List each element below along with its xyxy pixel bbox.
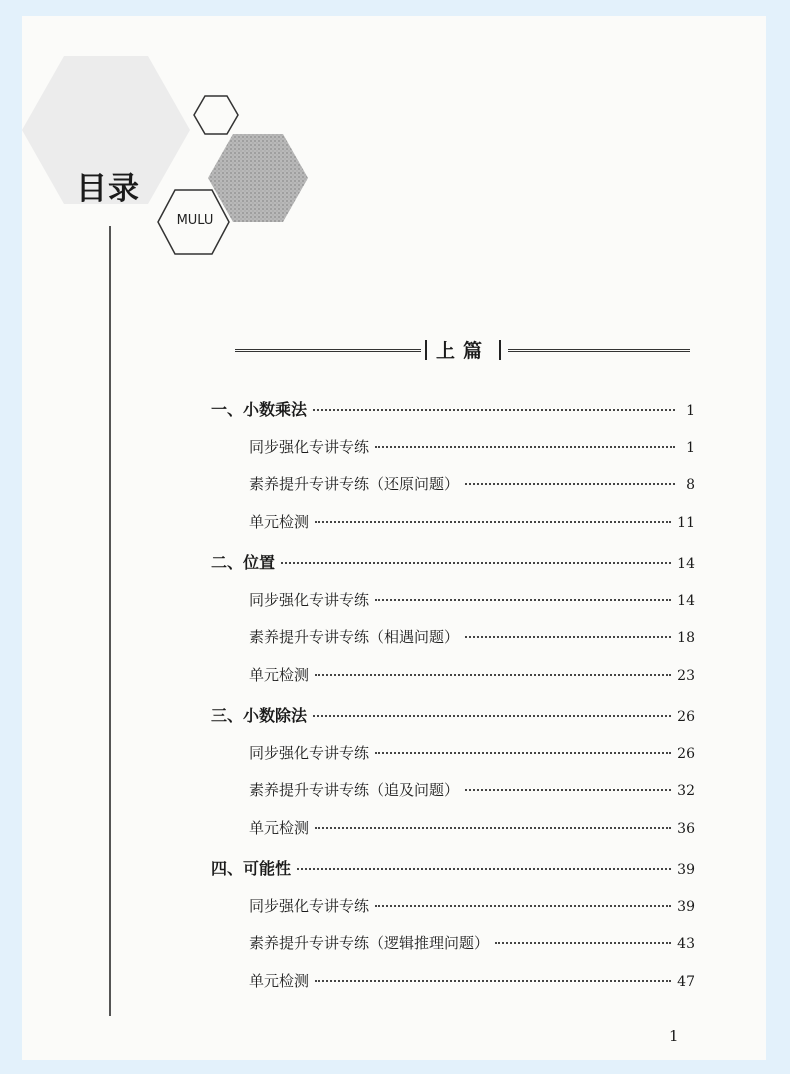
toc-entry-title: 同步强化专讲专练 [249, 744, 370, 762]
part-rule-right [508, 349, 690, 352]
toc-entry-title: 单元检测 [249, 972, 310, 990]
dot-leader [297, 868, 671, 870]
toc-section-entry [249, 664, 695, 688]
part-label: 上篇 [435, 340, 490, 362]
toc-entry-title: 二、位置 [211, 553, 276, 572]
toc-entry-page: 1 [686, 403, 695, 419]
toc-entry-page: 43 [677, 936, 695, 952]
toc-section-entry [249, 473, 695, 497]
toc-section-entry [249, 895, 695, 919]
toc-entry-title: 单元检测 [249, 666, 310, 684]
dot-leader [281, 562, 671, 564]
toc-entry-title: 同步强化专讲专练 [249, 438, 370, 456]
vertical-rule [109, 226, 111, 1016]
dot-leader [465, 789, 671, 791]
part-rule-left [235, 349, 421, 352]
toc-entry-title: 单元检测 [249, 513, 310, 531]
part-bar-left [425, 340, 427, 360]
toc-chapter-entry [211, 550, 695, 574]
toc-chapter-entry [211, 856, 695, 880]
dot-leader [375, 905, 671, 907]
part-bar-right [499, 340, 501, 360]
dot-leader [315, 827, 671, 829]
toc-entry-title: 三、小数除法 [211, 706, 308, 725]
dot-leader [375, 446, 675, 448]
dot-leader [313, 409, 675, 411]
toc-entry-title: 四、可能性 [211, 859, 292, 878]
toc-entry-title: 同步强化专讲专练 [249, 897, 370, 915]
toc-section-entry [249, 932, 695, 956]
dotted-hexagon [208, 134, 308, 222]
toc-entry-page: 36 [677, 821, 695, 837]
hexagon-decoration [22, 16, 312, 286]
dot-leader [315, 674, 671, 676]
toc-entry-page: 26 [677, 746, 695, 762]
dot-leader [315, 521, 671, 523]
toc-entry-title: 素养提升专讲专练（还原问题） [249, 475, 460, 493]
page-title: 目录 [76, 171, 140, 207]
toc-section-entry [249, 589, 695, 613]
toc-chapter-entry [211, 397, 695, 421]
toc-section-entry [249, 436, 695, 460]
toc-entry-page: 47 [677, 974, 695, 990]
page-subtitle: MULU [176, 213, 214, 228]
toc-section-entry [249, 742, 695, 766]
toc-entry-title: 素养提升专讲专练（逻辑推理问题） [249, 934, 490, 952]
document-page [22, 16, 766, 1060]
toc-entry-page: 23 [677, 668, 695, 684]
dot-leader [465, 636, 671, 638]
toc-entry-page: 32 [677, 783, 695, 799]
toc-entry-page: 26 [677, 709, 695, 725]
toc-entry-page: 39 [677, 899, 695, 915]
toc-section-entry [249, 970, 695, 994]
toc-entry-title: 素养提升专讲专练（追及问题） [249, 781, 460, 799]
dot-leader [375, 752, 671, 754]
toc-section-entry [249, 779, 695, 803]
toc-entry-title: 素养提升专讲专练（相遇问题） [249, 628, 460, 646]
small-outline-hexagon [194, 96, 238, 134]
dot-leader [495, 942, 671, 944]
toc-entry-page: 8 [686, 477, 695, 493]
dot-leader [465, 483, 675, 485]
part-header [235, 336, 690, 366]
toc-section-entry [249, 511, 695, 535]
toc-entry-page: 1 [686, 440, 695, 456]
toc-entry-page: 18 [677, 630, 695, 646]
toc-entry-page: 14 [677, 556, 695, 572]
toc-entry-page: 39 [677, 862, 695, 878]
toc-chapter-entry [211, 703, 695, 727]
toc-section-entry [249, 817, 695, 841]
toc-entry-title: 一、小数乘法 [211, 400, 308, 419]
toc-section-entry [249, 626, 695, 650]
toc-entry-title: 同步强化专讲专练 [249, 591, 370, 609]
toc-entry-title: 单元检测 [249, 819, 310, 837]
dot-leader [375, 599, 671, 601]
toc-entry-page: 11 [677, 515, 695, 531]
toc-entry-page: 14 [677, 593, 695, 609]
dot-leader [313, 715, 671, 717]
page-number: 1 [669, 1027, 679, 1045]
dot-leader [315, 980, 671, 982]
